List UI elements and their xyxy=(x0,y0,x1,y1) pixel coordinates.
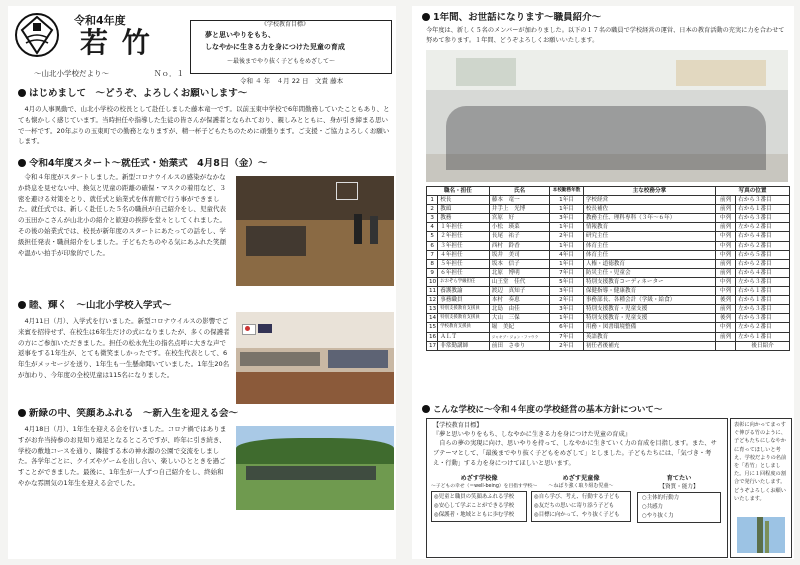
table-cell: 5 xyxy=(427,232,438,241)
goal-line1: 夢と思いやりをもち、 xyxy=(205,31,275,39)
table-cell: ＡＬＴ xyxy=(438,332,490,341)
table-cell: 北原 博明 xyxy=(489,268,549,277)
table-cell: 13 xyxy=(427,305,438,314)
table-cell: 前列 xyxy=(716,223,736,232)
col3-item: ○共感力 xyxy=(642,504,663,510)
welcome-body: 4月18日（月）、1年生を迎える会を行いました。コロナ禍ではありますがお弁当持参のお見知り遠足となるところですが、昨年に引き続き、学校の敷地コースを通り、隣接する本の神水源の公園で交流をしました。各学年ごとに、クイズやゲームを出し合い、楽しいひとときを過ごすことができました。最後に、1年生が一人ずつ自己紹介をし、終始和やかな雰囲気の1年生を迎える会でした。 xyxy=(18,425,227,487)
table-cell: 右から１番目 xyxy=(736,296,790,305)
table-cell: 左から２番目 xyxy=(736,323,790,332)
table-cell: 山王堂 佳代 xyxy=(489,277,549,286)
table-cell: ６年担任 xyxy=(438,268,490,277)
masthead-subtitle: 〜山北小学校だより〜 xyxy=(34,69,109,78)
table-cell: 教務 xyxy=(438,214,490,223)
table-cell: 非常勤講師 xyxy=(438,341,490,350)
school-emblem xyxy=(14,12,60,58)
table-cell: 4年目 xyxy=(550,250,584,259)
table-cell: 前列 xyxy=(716,196,736,205)
table-cell: 左から３番目 xyxy=(736,305,790,314)
table-cell: 3年目 xyxy=(550,214,584,223)
table-cell: 英語教育 xyxy=(583,332,715,341)
staff-table-wrap xyxy=(426,186,790,351)
table-cell: 2年目 xyxy=(550,341,584,350)
table-cell: 1年目 xyxy=(550,259,584,268)
table-cell: 1年目 xyxy=(550,223,584,232)
table-cell: 特別支援教育コーディネーター xyxy=(583,277,715,286)
col3-head: 育てたい xyxy=(666,475,692,482)
table-row xyxy=(427,268,790,277)
table-cell: 保健指導・健康教育 xyxy=(583,287,715,296)
policy-col1 xyxy=(431,473,538,553)
policy-box-body: 自らの夢の実現に向け、思いやりを持って、しなやかに生きていく力の育成を目指します。また、サブテーマとして、「最後までやり抜く子どもをめざして」としました。子どもたちには、「気づき・考え・行動」する力を身につけてほしいと思います。 xyxy=(433,440,717,467)
col3-sub: 【資質・能力】 xyxy=(659,484,699,490)
table-cell: 左から１番目 xyxy=(736,332,790,341)
table-cell: 本村 奏恵 xyxy=(489,296,549,305)
col-header: 本校勤務年数 xyxy=(550,187,584,196)
table-cell: 7 xyxy=(427,250,438,259)
table-cell: 坂本 信子 xyxy=(489,259,549,268)
table-cell: 後日紹介 xyxy=(736,341,790,350)
table-cell: 右から４番目 xyxy=(736,232,790,241)
bullet-icon xyxy=(422,13,430,21)
entrance-heading: 睦、輝く 〜山北小学校入学式〜 xyxy=(18,300,394,312)
entrance-body: 4月11日（月）、入学式を行いました。新型コロナウイルスの影響でご来賓を招待せず、在校生は6年生だけの式になりましたが、多くの保護者の方にご参加いただきました。担任の松永先生の指名点呼に大きな声で返事をする1年生が、とても微笑ましかったです。在校生代表として、6年生がメッセージを送り、1年生も一生懸命聞いていました。1年生20名が加わり、今年度の全校児童は115名になりました。 xyxy=(18,317,230,379)
policy-col2 xyxy=(531,473,631,553)
table-row xyxy=(427,341,790,350)
table-cell: 17 xyxy=(427,341,438,350)
staff-intro: 今年度は、新しく５名のメンバーが加わりました。以下の１７名の職員で学校経営の運営、日本の教育活動の充実に力を合わせて努めて参ります。１年間、どうぞよろしくお願いいたします。 xyxy=(426,27,785,44)
table-cell: 3年目 xyxy=(550,305,584,314)
table-cell: 特別支援教育・児童支援 xyxy=(583,305,715,314)
ceremony-body: 令和４年度がスタートしました。新型コロナウイルスの感染がなかなか終息を見せない中、換気と児童の距離の確保・マスクの着用など、３密を避ける対策をとり、就任式と始業式を体育館で行う事ができました。就任式では、新しく赴任した５名の職員が自己紹介をし、児童代表の玉田かこさんが山北小の紹介と歓迎の挨拶を堂々としてくれました。その後の始業式では、校長が新年度のスタートにあたっての話をし、学級担任発表・職員紹介をしました。子どもたちのやる気にあふれた笑顔や温かい拍手が印象的でした。 xyxy=(18,173,226,257)
policy-heading: こんな学校に〜令和４年度の学校経営の基本方針について〜 xyxy=(422,404,794,416)
table-cell: 特別支援教育支援員 xyxy=(438,314,490,323)
table-cell: 11 xyxy=(427,287,438,296)
col2-sub: 〜ねばり強く取り組む児童〜 xyxy=(548,483,614,489)
table-row xyxy=(427,277,790,286)
col-header: 氏名 xyxy=(489,187,549,196)
ceremony-heading: 令和4年度スタート〜就任式・始業式 4月8日（金）〜 xyxy=(18,158,394,170)
table-cell: 1年目 xyxy=(550,314,584,323)
table-row xyxy=(427,223,790,232)
ceremony-photo xyxy=(236,176,394,286)
table-cell: 学校経営 xyxy=(583,196,715,205)
bullet-icon xyxy=(18,301,26,309)
table-cell: 1年目 xyxy=(550,205,584,214)
table-cell: 9 xyxy=(427,268,438,277)
bullet-icon xyxy=(18,89,26,97)
table-cell: 1 xyxy=(427,196,438,205)
table-cell: 後列 xyxy=(716,296,736,305)
table-cell: 特別支援教育支援員 xyxy=(438,305,490,314)
table-cell: 人権・道徳教育 xyxy=(583,259,715,268)
table-cell: 北島 由佳 xyxy=(489,305,549,314)
table-cell xyxy=(716,341,736,350)
table-cell: 右から３番目 xyxy=(736,214,790,223)
table-row xyxy=(427,332,790,341)
table-cell: 1年目 xyxy=(550,196,584,205)
col2-item: ◎友だちの思いに寄り添う子ども xyxy=(534,503,615,509)
table-cell: ３年担任 xyxy=(438,241,490,250)
col-header: 職名・担任 xyxy=(427,187,490,196)
table-cell: 左から２番目 xyxy=(736,223,790,232)
table-cell: 初任者後補充 xyxy=(583,341,715,350)
goal-sub: 〜最後までやり抜く子どもをめざして〜 xyxy=(227,58,336,65)
table-cell: 体育主任 xyxy=(583,250,715,259)
table-cell: １年担任 xyxy=(438,223,490,232)
policy-box xyxy=(426,418,728,558)
table-cell: 8 xyxy=(427,259,438,268)
table-cell: 中列 xyxy=(716,241,736,250)
table-cell: 小松 瑛菜 xyxy=(489,223,549,232)
table-cell: 3年目 xyxy=(550,287,584,296)
col3-item: ○主体的行動力 xyxy=(642,495,680,501)
table-row xyxy=(427,323,790,332)
table-row xyxy=(427,305,790,314)
policy-box-label: 【学校教育目標】 xyxy=(433,422,483,429)
table-cell: 5年目 xyxy=(550,277,584,286)
table-cell: 右から３番目 xyxy=(736,314,790,323)
col-header: 主な校務分掌 xyxy=(583,187,715,196)
table-cell: 用務・図書環境整備 xyxy=(583,323,715,332)
staff-table xyxy=(426,186,790,351)
col2-head: めざす児童像 xyxy=(562,475,600,482)
table-row xyxy=(427,250,790,259)
table-cell: 校長補佐 xyxy=(583,205,715,214)
table-cell: 前田 さゆり xyxy=(489,341,549,350)
table-row xyxy=(427,205,790,214)
table-row xyxy=(427,232,790,241)
welcome-heading: 新緑の中、笑顔あふれる 〜新入生を迎える会〜 xyxy=(18,408,394,420)
table-cell: 7年目 xyxy=(550,268,584,277)
bamboo-photo xyxy=(737,517,785,553)
table-row xyxy=(427,314,790,323)
table-cell: 2年目 xyxy=(550,232,584,241)
table-cell: 教務主任、理科専科（３年〜６年） xyxy=(583,214,715,223)
table-cell: 右から２番目 xyxy=(736,241,790,250)
table-cell: 学校教育支援員 xyxy=(438,323,490,332)
masthead-year: 令和4年度 xyxy=(74,14,126,27)
table-cell: 養護教諭 xyxy=(438,287,490,296)
table-cell: 10 xyxy=(427,277,438,286)
goal-line2: しなやかに生きる力を身につけた児童の育成 xyxy=(205,43,345,51)
table-cell: 前列 xyxy=(716,305,736,314)
table-cell: 事務部長、各種会計（学級・給食） xyxy=(583,296,715,305)
table-cell: 4 xyxy=(427,223,438,232)
table-cell: 中列 xyxy=(716,323,736,332)
col1-item: ◎児童と職員の笑顔あふれる学校 xyxy=(434,494,515,500)
staff-heading: 1年間、お世話になります〜職員紹介〜 xyxy=(422,12,782,24)
right-page xyxy=(412,6,794,559)
table-cell: 2年目 xyxy=(550,296,584,305)
table-cell: 7年目 xyxy=(550,332,584,341)
table-cell: 14 xyxy=(427,314,438,323)
col-header: 写真の位置 xyxy=(716,187,790,196)
table-cell: 体育主任 xyxy=(583,241,715,250)
col2-item: ◎自ら学び、考え、行動する子ども xyxy=(534,494,620,500)
goal-label: 《学校教育目標》 xyxy=(261,21,310,28)
table-row xyxy=(427,296,790,305)
table-cell: 後列 xyxy=(716,314,736,323)
table-cell: 6年目 xyxy=(550,323,584,332)
table-cell: 右から４番目 xyxy=(736,268,790,277)
school-goal-box xyxy=(190,20,392,74)
table-cell: 中列 xyxy=(716,277,736,286)
table-cell: 1年目 xyxy=(550,241,584,250)
welcome-photo xyxy=(236,426,394,510)
table-cell: 宮原 好 xyxy=(489,214,549,223)
table-cell: 井手上 光博 xyxy=(489,205,549,214)
bullet-icon xyxy=(422,405,430,413)
table-cell: 情報教育 xyxy=(583,223,715,232)
entrance-photo xyxy=(236,312,394,404)
table-cell: 長尾 祐子 xyxy=(489,232,549,241)
table-cell: 事務職員 xyxy=(438,296,490,305)
table-cell: ５年担任 xyxy=(438,259,490,268)
table-cell: ２年担任 xyxy=(438,232,490,241)
table-cell: 中列 xyxy=(716,287,736,296)
table-cell: 防災主任・児童会 xyxy=(583,268,715,277)
table-cell: 前列 xyxy=(716,205,736,214)
col3-item: ○やり抜く力 xyxy=(642,513,674,519)
bullet-icon xyxy=(18,159,26,167)
side-note-box xyxy=(730,418,792,558)
policy-box-goal: 『夢と思いやりをもち、しなやかに生きる力を身につけた児童の育成』 xyxy=(433,431,631,438)
table-cell: 右から２番目 xyxy=(736,259,790,268)
bullet-icon xyxy=(18,409,26,417)
left-page xyxy=(8,6,396,559)
table-header-row xyxy=(427,187,790,196)
table-cell: ４年担任 xyxy=(438,250,490,259)
table-cell: 堀 美紀 xyxy=(489,323,549,332)
table-cell: 中列 xyxy=(716,250,736,259)
table-cell: 中列 xyxy=(716,214,736,223)
table-cell: 16 xyxy=(427,332,438,341)
table-cell: 前列 xyxy=(716,268,736,277)
table-cell: 大山 三保 xyxy=(489,314,549,323)
table-row xyxy=(427,241,790,250)
issue-number: Ｎｏ．１ xyxy=(154,69,184,78)
table-cell: 前列 xyxy=(716,259,736,268)
side-note: 表彰に向かってまっすぐ伸びる竹のように、子どもたちにしなやかに育ってほしいと考え、学校だよりの名前を「若竹」としました。月に１回程度の割合で発行いたします。どうぞよろしくお願いいたします。 xyxy=(734,422,787,502)
table-row xyxy=(427,287,790,296)
table-cell: 藤本 竜一 xyxy=(489,196,549,205)
table-cell: 渡辺 真知子 xyxy=(489,287,549,296)
masthead-title: 若 竹 xyxy=(80,26,152,59)
table-cell: 中列 xyxy=(716,232,736,241)
policy-col3 xyxy=(637,473,721,553)
table-row xyxy=(427,214,790,223)
table-cell: 特別支援教育・児童支援 xyxy=(583,314,715,323)
table-cell: 左から３番目 xyxy=(736,277,790,286)
table-cell: 右から１番目 xyxy=(736,205,790,214)
issue-date: 令和 ４ 年 ４月 22 日 文責 藤本 xyxy=(240,77,344,85)
table-cell: 校長 xyxy=(438,196,490,205)
table-cell: 右から５番目 xyxy=(736,250,790,259)
table-cell: 15 xyxy=(427,323,438,332)
staff-photo xyxy=(426,50,788,182)
table-cell: おおぞら学級担任 xyxy=(438,277,490,286)
col1-sub: 〜子どもの幸せ（＝well-being）を目指す学校〜 xyxy=(431,484,538,489)
col1-item: ◎保護者・地域とともに歩む学校 xyxy=(434,512,515,518)
table-cell: 坂井 美司 xyxy=(489,250,549,259)
col2-item: ◎目標に向かって、やり抜く子ども xyxy=(534,512,620,518)
table-cell: 右から１番目 xyxy=(736,287,790,296)
table-cell: 前列 xyxy=(716,332,736,341)
col1-head: めざす学校像 xyxy=(460,475,498,482)
table-row xyxy=(427,259,790,268)
table-row xyxy=(427,196,790,205)
table-cell: 研究主任 xyxy=(583,232,715,241)
table-cell: 12 xyxy=(427,296,438,305)
table-cell: ジャキブ・ジョン・ファウラ xyxy=(489,332,549,341)
greeting-body: 4月の人事異動で、山北小学校の校長として赴任しました藤本竜一です。以前玉東中学校で6年間勤務していたこともあり、とても懐かしく感じています。当時担任や指導した生徒の皆さんが保護者となられており、親しみとともに、身が引き締まる思いで一杯です。20年ぶりの玉東町での勤務となりますが、精一杯子どもたちのために頑張ります。ご支援・ご協力よろしくお願いします。 xyxy=(18,105,390,146)
greeting-heading: はじめまして 〜どうぞ、よろしくお願いします〜 xyxy=(18,88,394,100)
table-cell: 右から３番目 xyxy=(736,196,790,205)
table-cell: 教頭 xyxy=(438,205,490,214)
table-cell: 2 xyxy=(427,205,438,214)
col1-item: ◎安心して学ぶことができる学校 xyxy=(434,503,515,509)
table-cell: 3 xyxy=(427,214,438,223)
table-cell: 西村 鈴香 xyxy=(489,241,549,250)
table-cell: 6 xyxy=(427,241,438,250)
